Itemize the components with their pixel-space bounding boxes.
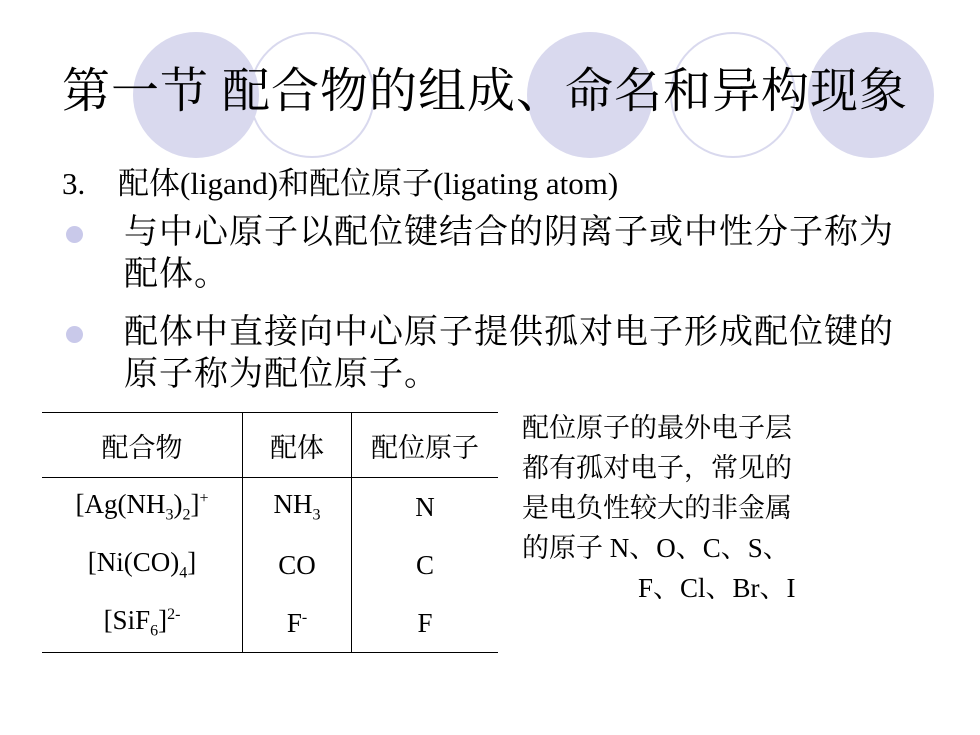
note-line-4: 的原子 N、O、C、S、 [522, 533, 790, 563]
section-heading-text: 配体(ligand)和配位原子(ligating atom) [118, 166, 619, 201]
bullet-dot-1 [66, 226, 83, 243]
cell-complex: $[Ag(NH_3)_2]^+$ [42, 478, 243, 537]
note-text [522, 408, 796, 608]
bullet-text-2: 配体中直接向中心原子提供孤对电子形成配位键的原子称为配位原子。 [124, 314, 894, 393]
slide-title: 第一节 配合物的组成、命名和异构现象 [62, 65, 909, 118]
cell-ligand: CO [243, 536, 352, 594]
header-atom: 配位原子 [371, 432, 479, 463]
cell-ligand: F- [243, 594, 352, 653]
header-complex: 配合物 [42, 413, 243, 478]
note-line-1: 配位原子的最外电子层 [522, 413, 792, 443]
ligand-table [42, 412, 498, 653]
cell-ligand: $NH_3$ [243, 478, 352, 537]
cell-atom: F [417, 607, 433, 638]
note-line-3: 是电负性较大的非金属 [522, 493, 792, 523]
cell-complex: $[Ni(CO)_4]$ [42, 536, 243, 594]
table-header-row [42, 413, 498, 478]
section-number: 3. [62, 166, 86, 201]
cell-atom: C [415, 549, 434, 580]
cell-complex: $[SiF_6]^{2-}$ [42, 594, 243, 653]
bullet-dot-2 [66, 326, 83, 343]
table-row [42, 536, 498, 594]
section-heading [62, 158, 618, 203]
note-line-5: F、Cl、Br、I [638, 573, 796, 603]
bullet-text-1: 与中心原子以配位键结合的阴离子或中性分子称为配体。 [124, 214, 894, 293]
cell-atom: N [415, 491, 435, 522]
table-row [42, 594, 498, 653]
table-row [42, 478, 498, 537]
header-ligand: 配体 [243, 413, 352, 478]
note-line-2: 都有孤对电子，常见的 [522, 453, 792, 483]
